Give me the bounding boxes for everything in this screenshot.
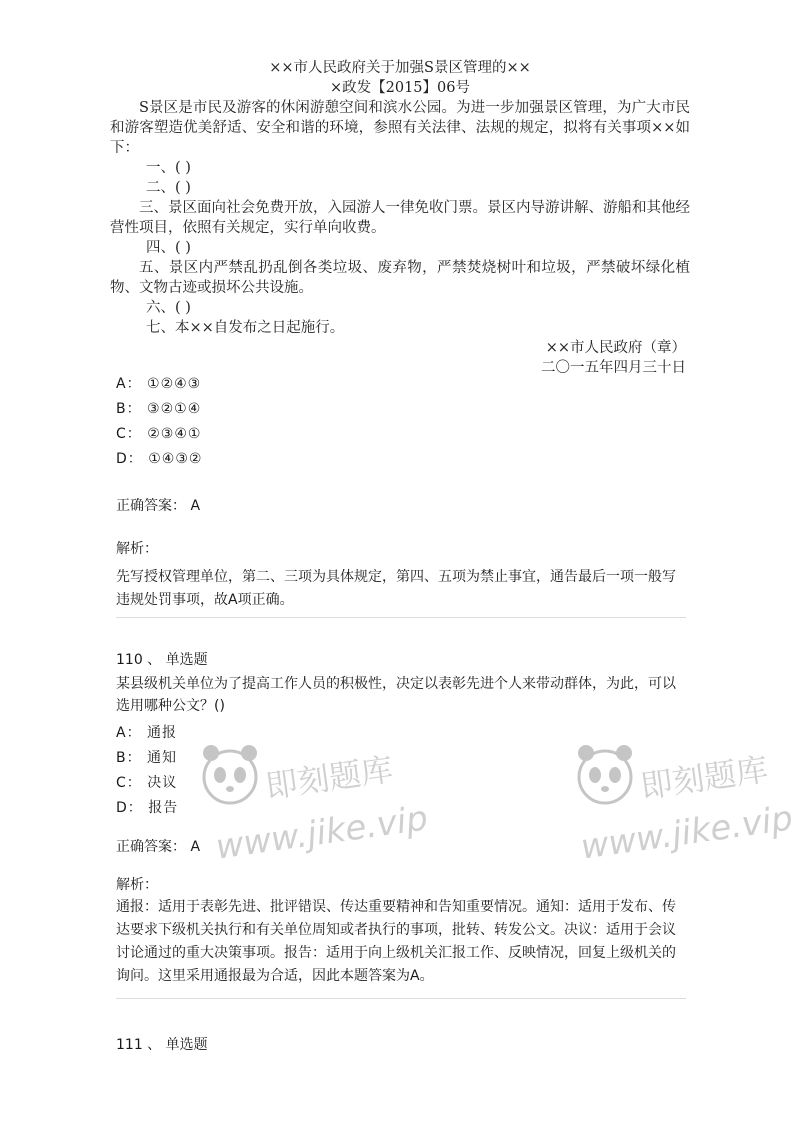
- correct-answer: 正确答案： A: [116, 498, 201, 514]
- doc-item-6: 六、( ): [146, 300, 191, 316]
- question-109: [116, 372, 686, 612]
- watermark-site: www.jike.vip: [578, 798, 796, 868]
- watermark-brand: 即刻题库: [263, 750, 396, 806]
- correct-answer: 正确答案： A: [116, 839, 201, 855]
- option-b[interactable]: B： 通知: [116, 750, 178, 766]
- option-d[interactable]: D： ①④③②: [116, 451, 203, 467]
- analysis-text: 先写授权管理单位，第二、三项为具体规定，第四、五项为禁止事宜，通告最后一项一般写违规处罚事项，故A项正确。: [116, 569, 676, 608]
- watermark-brand: 即刻题库: [638, 750, 771, 806]
- analysis-label: 解析：: [116, 541, 158, 557]
- doc-item-3: 三、景区面向社会免费开放，入园游人一律免收门票。景区内导游讲解、游船和其他经营性项目，依照有关规定，实行单向收费。: [110, 200, 690, 236]
- question-111: [116, 1033, 686, 1058]
- doc-title: ××市人民政府关于加强S景区管理的××: [269, 60, 531, 76]
- question-110: [116, 648, 686, 988]
- divider: [116, 998, 686, 999]
- doc-item-7: 七、本××自发布之日起施行。: [146, 320, 345, 336]
- option-b[interactable]: B： ③②①④: [116, 401, 202, 417]
- divider: [116, 617, 686, 618]
- doc-item-1: 一、( ): [146, 160, 191, 176]
- doc-paragraph: S景区是市民及游客的休闲游憩空间和滨水公园。为进一步加强景区管理，为广大市民和游客塑造优美舒适、安全和谐的环境，参照有关法律、法规的规定，拟将有关事项××如下：: [110, 100, 690, 156]
- option-c[interactable]: C： ②③④①: [116, 426, 202, 442]
- doc-number: ×政发【2015】06号: [329, 80, 470, 96]
- doc-item-2: 二、( ): [146, 180, 191, 196]
- doc-item-4: 四、( ): [146, 240, 191, 256]
- option-d[interactable]: D： 报告: [116, 800, 179, 816]
- question-header: 111 、 单选题: [116, 1037, 208, 1053]
- scanned-document: [110, 58, 690, 378]
- question-stem: 某县级机关单位为了提高工作人员的积极性，决定以表彰先进个人来带动群体，为此，可以选用哪种公文？(): [116, 676, 676, 714]
- doc-signature-date: 二〇一五年四月三十日: [541, 360, 686, 376]
- question-header: 110 、 单选题: [116, 652, 208, 668]
- analysis-text: 通报：适用于表彰先进、批评错误、传达重要精神和告知重要情况。通知：适用于发布、传达要求下级机关执行和有关单位周知或者执行的事项，批转、转发公文。决议：适用于会议讨论通过的重大决策事项。报告：适用于向上级机关汇报工作、反映情况，回复上级机关的询问。这里采用通报最为合适，因此本题答案为A。: [116, 899, 676, 984]
- doc-item-5: 五、景区内严禁乱扔乱倒各类垃圾、废弃物，严禁焚烧树叶和垃圾，严禁破坏绿化植物、文物古迹或损坏公共设施。: [110, 260, 690, 296]
- analysis-label: 解析：: [116, 877, 158, 893]
- doc-signature-org: ××市人民政府（章）: [545, 340, 686, 356]
- option-c[interactable]: C： 决议: [116, 775, 178, 791]
- option-a[interactable]: A： ①②④③: [116, 376, 202, 392]
- watermark-site: www.jike.vip: [213, 798, 431, 868]
- option-a[interactable]: A： 通报: [116, 725, 178, 741]
